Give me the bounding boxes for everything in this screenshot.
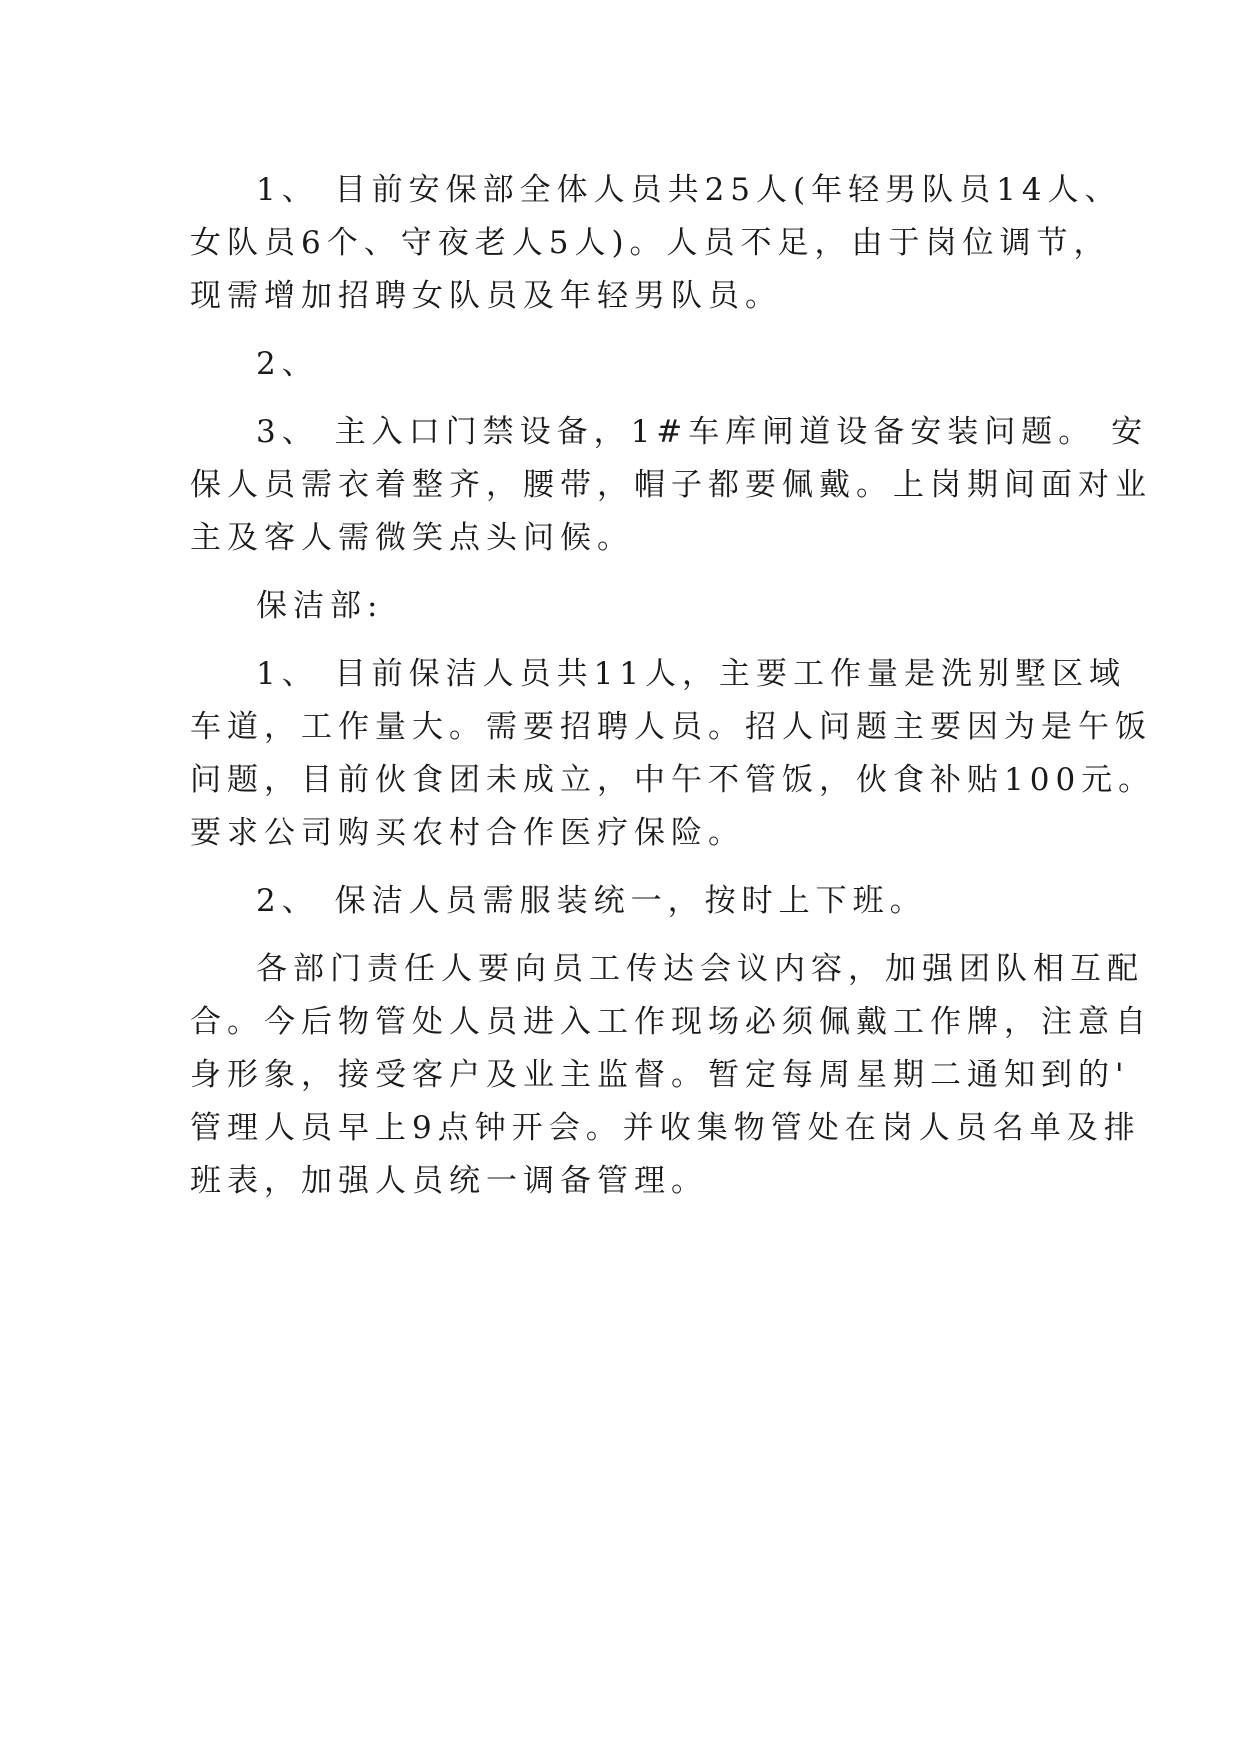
paragraph-general-notice [190,943,1152,1208]
text-line: 问题，目前伙食团未成立，中午不管饭，伙食补贴100元。 [190,762,1156,798]
text-line: 班表，加强人员统一调备管理。 [190,1163,708,1199]
text-line: 保人员需衣着整齐，腰带，帽子都要佩戴。上岗期间面对业 [190,467,1152,503]
text-line: 1、 目前保洁人员共11人，主要工作量是洗别墅区域 [256,656,1127,692]
text-line: 身形象，接受客户及业主监督。暂定每周星期二通知到的' [190,1057,1130,1093]
text-line: 1、 目前安保部全体人员共25人(年轻男队员14人、 [256,172,1122,208]
text-line: 现需增加招聘女队员及年轻男队员。 [190,278,782,314]
paragraph-security-equipment [190,406,1152,565]
section-heading-cleaning [190,580,1060,633]
text-line: 主及客人需微笑点头问候。 [190,520,634,556]
text-line: 要求公司购买农村合作医疗保险。 [190,815,745,851]
paragraph-cleaning-staffing [190,648,1156,860]
text-line: 保洁部: [256,588,384,624]
text-line: 各部门责任人要向员工传达会议内容，加强团队相互配 [256,951,1144,987]
text-line: 3、 主入口门禁设备，1#车库闸道设备安装问题。 安 [256,414,1149,450]
text-line: 合。今后物管处人员进入工作现场必须佩戴工作牌，注意自 [190,1004,1152,1040]
text-line: 管理人员早上9点钟开会。并收集物管处在岗人员名单及排 [190,1110,1141,1146]
paragraph-cleaning-uniform [190,875,1060,928]
text-line: 2、 [256,346,319,382]
document-body [190,164,1156,1223]
text-line: 女队员6个、守夜老人5人)。人员不足，由于岗位调节， [190,225,1111,261]
text-line: 车道，工作量大。需要招聘人员。招人问题主要因为是午饭 [190,709,1152,745]
text-line: 2、 保洁人员需服装统一，按时上下班。 [256,883,927,919]
paragraph-security-staffing [190,164,1122,323]
paragraph-security-item-2 [190,338,1060,391]
